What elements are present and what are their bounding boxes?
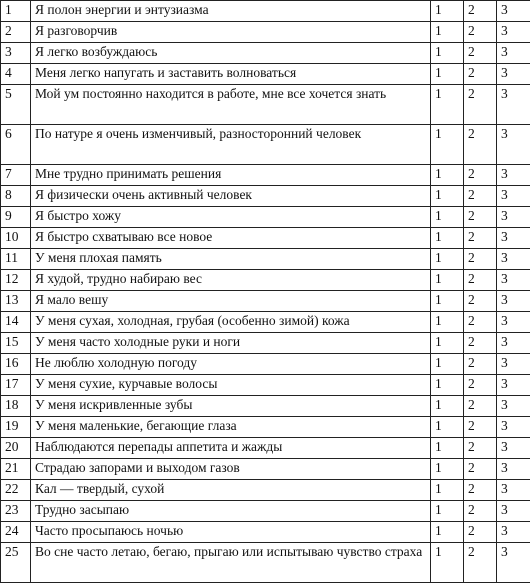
statement-text: Мой ум постоянно находится в работе, мне все хочется знать (31, 85, 431, 125)
row-number: 25 (1, 543, 31, 583)
statement-text: Во сне часто летаю, бегаю, прыгаю или испытываю чувство страха (31, 543, 431, 583)
statement-text: Я быстро хожу (31, 207, 431, 228)
statement-text: Я легко возбуждаюсь (31, 43, 431, 64)
row-number: 5 (1, 85, 31, 125)
score-option-2: 2 (464, 333, 497, 354)
row-number: 13 (1, 291, 31, 312)
row-number: 12 (1, 270, 31, 291)
score-option-1: 1 (431, 165, 464, 186)
score-option-2: 2 (464, 1, 497, 22)
score-option-3: 3 (497, 228, 530, 249)
statement-text: Часто просыпаюсь ночью (31, 522, 431, 543)
score-option-3: 3 (497, 459, 530, 480)
table-row (1, 186, 530, 207)
score-option-2: 2 (464, 186, 497, 207)
score-option-3: 3 (497, 543, 530, 583)
statement-text: Страдаю запорами и выходом газов (31, 459, 431, 480)
score-option-1: 1 (431, 85, 464, 125)
score-option-3: 3 (497, 64, 530, 85)
row-number: 10 (1, 228, 31, 249)
statement-text: Я быстро схватываю все новое (31, 228, 431, 249)
score-option-1: 1 (431, 543, 464, 583)
table-row (1, 270, 530, 291)
statement-text: Я разговорчив (31, 22, 431, 43)
score-option-3: 3 (497, 1, 530, 22)
table-row (1, 417, 530, 438)
statement-text: Меня легко напугать и заставить волноваться (31, 64, 431, 85)
table-row (1, 375, 530, 396)
score-option-3: 3 (497, 396, 530, 417)
row-number: 22 (1, 480, 31, 501)
statement-text: Я мало вешу (31, 291, 431, 312)
score-option-1: 1 (431, 459, 464, 480)
score-option-1: 1 (431, 22, 464, 43)
row-number: 2 (1, 22, 31, 43)
score-option-1: 1 (431, 270, 464, 291)
score-option-3: 3 (497, 333, 530, 354)
score-option-1: 1 (431, 501, 464, 522)
score-option-1: 1 (431, 417, 464, 438)
score-option-1: 1 (431, 228, 464, 249)
score-option-1: 1 (431, 64, 464, 85)
table-row (1, 207, 530, 228)
score-option-1: 1 (431, 480, 464, 501)
statement-text: У меня часто холодные руки и ноги (31, 333, 431, 354)
row-number: 3 (1, 43, 31, 64)
table-row (1, 312, 530, 333)
row-number: 6 (1, 125, 31, 165)
score-option-3: 3 (497, 270, 530, 291)
table-row (1, 228, 530, 249)
table-row (1, 249, 530, 270)
statement-text: У меня искривленные зубы (31, 396, 431, 417)
statement-text: Мне трудно принимать решения (31, 165, 431, 186)
table-row (1, 64, 530, 85)
statement-text: Я полон энергии и энтузиазма (31, 1, 431, 22)
score-option-3: 3 (497, 417, 530, 438)
score-option-2: 2 (464, 438, 497, 459)
row-number: 1 (1, 1, 31, 22)
score-option-3: 3 (497, 291, 530, 312)
statement-text: По натуре я очень изменчивый, разносторонний человек (31, 125, 431, 165)
row-number: 4 (1, 64, 31, 85)
score-option-2: 2 (464, 501, 497, 522)
table-row (1, 43, 530, 64)
row-number: 21 (1, 459, 31, 480)
score-option-3: 3 (497, 501, 530, 522)
row-number: 23 (1, 501, 31, 522)
score-option-2: 2 (464, 543, 497, 583)
statement-text: Я физически очень активный человек (31, 186, 431, 207)
table-row (1, 85, 530, 125)
score-option-3: 3 (497, 43, 530, 64)
row-number: 19 (1, 417, 31, 438)
table-row (1, 396, 530, 417)
statement-text: У меня маленькие, бегающие глаза (31, 417, 431, 438)
table-row (1, 480, 530, 501)
score-option-3: 3 (497, 354, 530, 375)
statement-text: Я худой, трудно набираю вес (31, 270, 431, 291)
score-option-1: 1 (431, 249, 464, 270)
score-option-1: 1 (431, 312, 464, 333)
score-option-2: 2 (464, 354, 497, 375)
table-row (1, 354, 530, 375)
row-number: 14 (1, 312, 31, 333)
score-option-2: 2 (464, 64, 497, 85)
score-option-2: 2 (464, 165, 497, 186)
table-row (1, 125, 530, 165)
score-option-1: 1 (431, 291, 464, 312)
score-option-3: 3 (497, 438, 530, 459)
table-row (1, 165, 530, 186)
score-option-2: 2 (464, 396, 497, 417)
questionnaire-body (1, 1, 530, 583)
score-option-1: 1 (431, 1, 464, 22)
row-number: 11 (1, 249, 31, 270)
score-option-3: 3 (497, 125, 530, 165)
statement-text: Кал — твердый, сухой (31, 480, 431, 501)
score-option-3: 3 (497, 165, 530, 186)
row-number: 18 (1, 396, 31, 417)
score-option-2: 2 (464, 85, 497, 125)
score-option-1: 1 (431, 43, 464, 64)
row-number: 15 (1, 333, 31, 354)
table-row (1, 333, 530, 354)
table-row (1, 438, 530, 459)
table-row (1, 1, 530, 22)
score-option-1: 1 (431, 522, 464, 543)
score-option-2: 2 (464, 125, 497, 165)
score-option-2: 2 (464, 43, 497, 64)
statement-text: У меня сухие, курчавые волосы (31, 375, 431, 396)
table-row (1, 459, 530, 480)
score-option-1: 1 (431, 207, 464, 228)
score-option-2: 2 (464, 270, 497, 291)
statement-text: Не люблю холодную погоду (31, 354, 431, 375)
statement-text: У меня плохая память (31, 249, 431, 270)
row-number: 8 (1, 186, 31, 207)
row-number: 20 (1, 438, 31, 459)
score-option-1: 1 (431, 333, 464, 354)
table-row (1, 522, 530, 543)
score-option-2: 2 (464, 22, 497, 43)
table-row (1, 291, 530, 312)
table-row (1, 22, 530, 43)
score-option-1: 1 (431, 186, 464, 207)
score-option-3: 3 (497, 312, 530, 333)
table-row (1, 543, 530, 583)
score-option-3: 3 (497, 85, 530, 125)
score-option-2: 2 (464, 249, 497, 270)
row-number: 17 (1, 375, 31, 396)
score-option-3: 3 (497, 480, 530, 501)
score-option-1: 1 (431, 438, 464, 459)
score-option-2: 2 (464, 417, 497, 438)
row-number: 7 (1, 165, 31, 186)
row-number: 16 (1, 354, 31, 375)
score-option-2: 2 (464, 291, 497, 312)
score-option-3: 3 (497, 207, 530, 228)
statement-text: Наблюдаются перепады аппетита и жажды (31, 438, 431, 459)
score-option-1: 1 (431, 125, 464, 165)
score-option-2: 2 (464, 480, 497, 501)
score-option-2: 2 (464, 312, 497, 333)
score-option-3: 3 (497, 22, 530, 43)
score-option-2: 2 (464, 207, 497, 228)
row-number: 9 (1, 207, 31, 228)
score-option-1: 1 (431, 354, 464, 375)
score-option-3: 3 (497, 522, 530, 543)
score-option-1: 1 (431, 396, 464, 417)
table-row (1, 501, 530, 522)
statement-text: У меня сухая, холодная, грубая (особенно зимой) кожа (31, 312, 431, 333)
score-option-2: 2 (464, 459, 497, 480)
statement-text: Трудно засыпаю (31, 501, 431, 522)
score-option-2: 2 (464, 228, 497, 249)
score-option-2: 2 (464, 375, 497, 396)
score-option-1: 1 (431, 375, 464, 396)
score-option-2: 2 (464, 522, 497, 543)
score-option-3: 3 (497, 249, 530, 270)
row-number: 24 (1, 522, 31, 543)
score-option-3: 3 (497, 186, 530, 207)
score-option-3: 3 (497, 375, 530, 396)
